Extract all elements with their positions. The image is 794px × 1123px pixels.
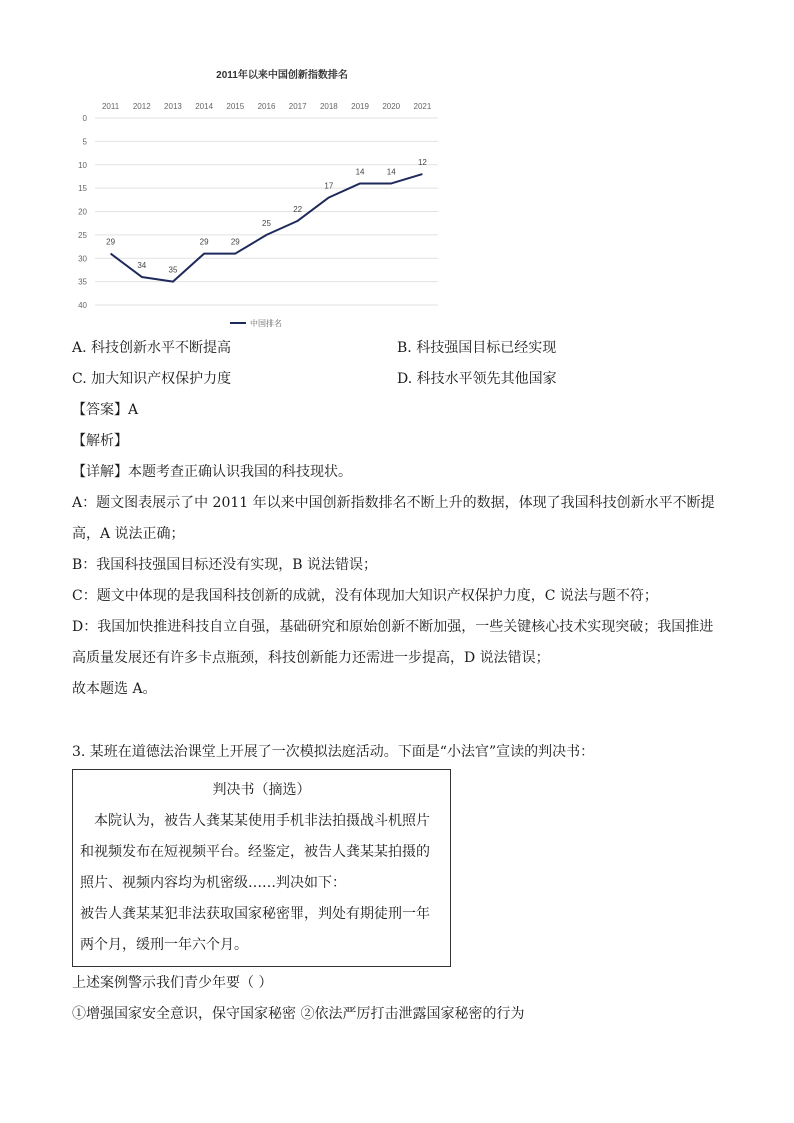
data-label: 29 <box>106 237 116 247</box>
x-tick-label: 2014 <box>195 102 214 111</box>
y-tick-label: 35 <box>78 277 87 287</box>
legend-label: 中国排名 <box>250 319 282 328</box>
analysis-line: D：我国加快推进科技自立自强，基础研究和原始创新不断加强，一些关键核心技术实现突破；我国推进 <box>72 619 714 635</box>
question-3-items: ①增强国家安全意识，保守国家秘密 ②依法严厉打击泄露国家秘密的行为 <box>72 1006 525 1022</box>
x-tick-label: 2012 <box>132 102 151 111</box>
data-label: 14 <box>386 167 396 177</box>
y-tick-label: 20 <box>78 207 87 217</box>
x-tick-label: 2021 <box>413 102 432 111</box>
analysis-line: 故本题选 A。 <box>72 681 157 697</box>
option-a[interactable]: A. 科技创新水平不断提高 <box>72 340 232 356</box>
x-tick-label: 2011 <box>101 102 120 111</box>
analysis-line: A：题文图表展示了中 2011 年以来中国创新指数排名不断上升的数据，体现了我国科技创新水平不断提 <box>72 495 715 511</box>
analysis-line: 【详解】本题考查正确认识我国的科技现状。 <box>72 464 352 480</box>
china-innovation-ranking-chart <box>60 60 460 330</box>
data-labels <box>106 158 427 275</box>
option-c[interactable]: C. 加大知识产权保护力度 <box>72 371 232 387</box>
data-label: 14 <box>355 167 365 177</box>
data-label: 34 <box>137 260 147 270</box>
y-tick-label: 10 <box>78 160 87 170</box>
judgment-line: 和视频发布在短视频平台。经鉴定，被告人龚某某拍摄的 <box>80 844 430 860</box>
option-b[interactable]: B. 科技强国目标已经实现 <box>397 340 557 356</box>
data-label: 29 <box>230 237 240 247</box>
judgment-line: 被告人龚某某犯非法获取国家秘密罪，判处有期徒刑一年 <box>80 906 430 922</box>
answer-line: 【答案】A <box>72 402 139 418</box>
y-tick-label: 25 <box>78 230 87 240</box>
analysis-line: 高，A 说法正确； <box>72 526 185 542</box>
y-tick-label: 30 <box>78 254 87 264</box>
data-label: 25 <box>262 218 271 228</box>
data-label: 17 <box>324 181 334 191</box>
judgment-box <box>72 769 451 967</box>
analysis-line: B：我国科技强国目标还没有实现，B 说法错误； <box>72 557 378 573</box>
x-tick-label: 2016 <box>257 102 276 111</box>
question-3-prompt: 上述案例警示我们青少年要（ ） <box>72 975 273 991</box>
judgment-line: 本院认为，被告人龚某某使用手机非法拍摄战斗机照片 <box>94 813 430 829</box>
chart-legend <box>230 318 282 328</box>
y-tick-label: 0 <box>82 114 87 123</box>
analysis-label: 【解析】 <box>72 433 128 449</box>
chart-title: 2011年以来中国创新指数排名 <box>216 70 348 81</box>
data-label: 35 <box>168 265 178 275</box>
judgment-line: 照片、视频内容均为机密级……判决如下： <box>80 875 346 891</box>
option-d[interactable]: D. 科技水平领先其他国家 <box>397 371 557 387</box>
x-tick-label: 2020 <box>382 102 401 111</box>
question-3-stem: 3. 某班在道德法治课堂上开展了一次模拟法庭活动。下面是“小法官”宣读的判决书： <box>72 744 595 760</box>
y-tick-labels <box>78 114 87 310</box>
x-tick-label: 2018 <box>319 102 338 111</box>
data-label: 22 <box>293 204 303 214</box>
x-tick-labels <box>102 102 432 111</box>
x-tick-label: 2013 <box>164 102 182 111</box>
y-tick-label: 40 <box>78 301 87 310</box>
analysis-line: 高质量发展还有许多卡点瓶颈，科技创新能力还需进一步提高，D 说法错误； <box>72 650 550 666</box>
x-tick-label: 2015 <box>226 102 245 111</box>
x-tick-label: 2017 <box>288 102 307 111</box>
judgment-line: 两个月，缓刑一年六个月。 <box>80 937 248 953</box>
data-label: 29 <box>199 237 209 247</box>
judgment-title: 判决书（摘选） <box>212 782 311 798</box>
y-tick-label: 15 <box>78 184 87 194</box>
x-tick-label: 2019 <box>351 102 369 111</box>
analysis-line: C：题文中体现的是我国科技创新的成就，没有体现加大知识产权保护力度，C 说法与题不符； <box>72 588 658 604</box>
y-tick-label: 5 <box>82 137 87 147</box>
data-label: 12 <box>417 158 427 168</box>
